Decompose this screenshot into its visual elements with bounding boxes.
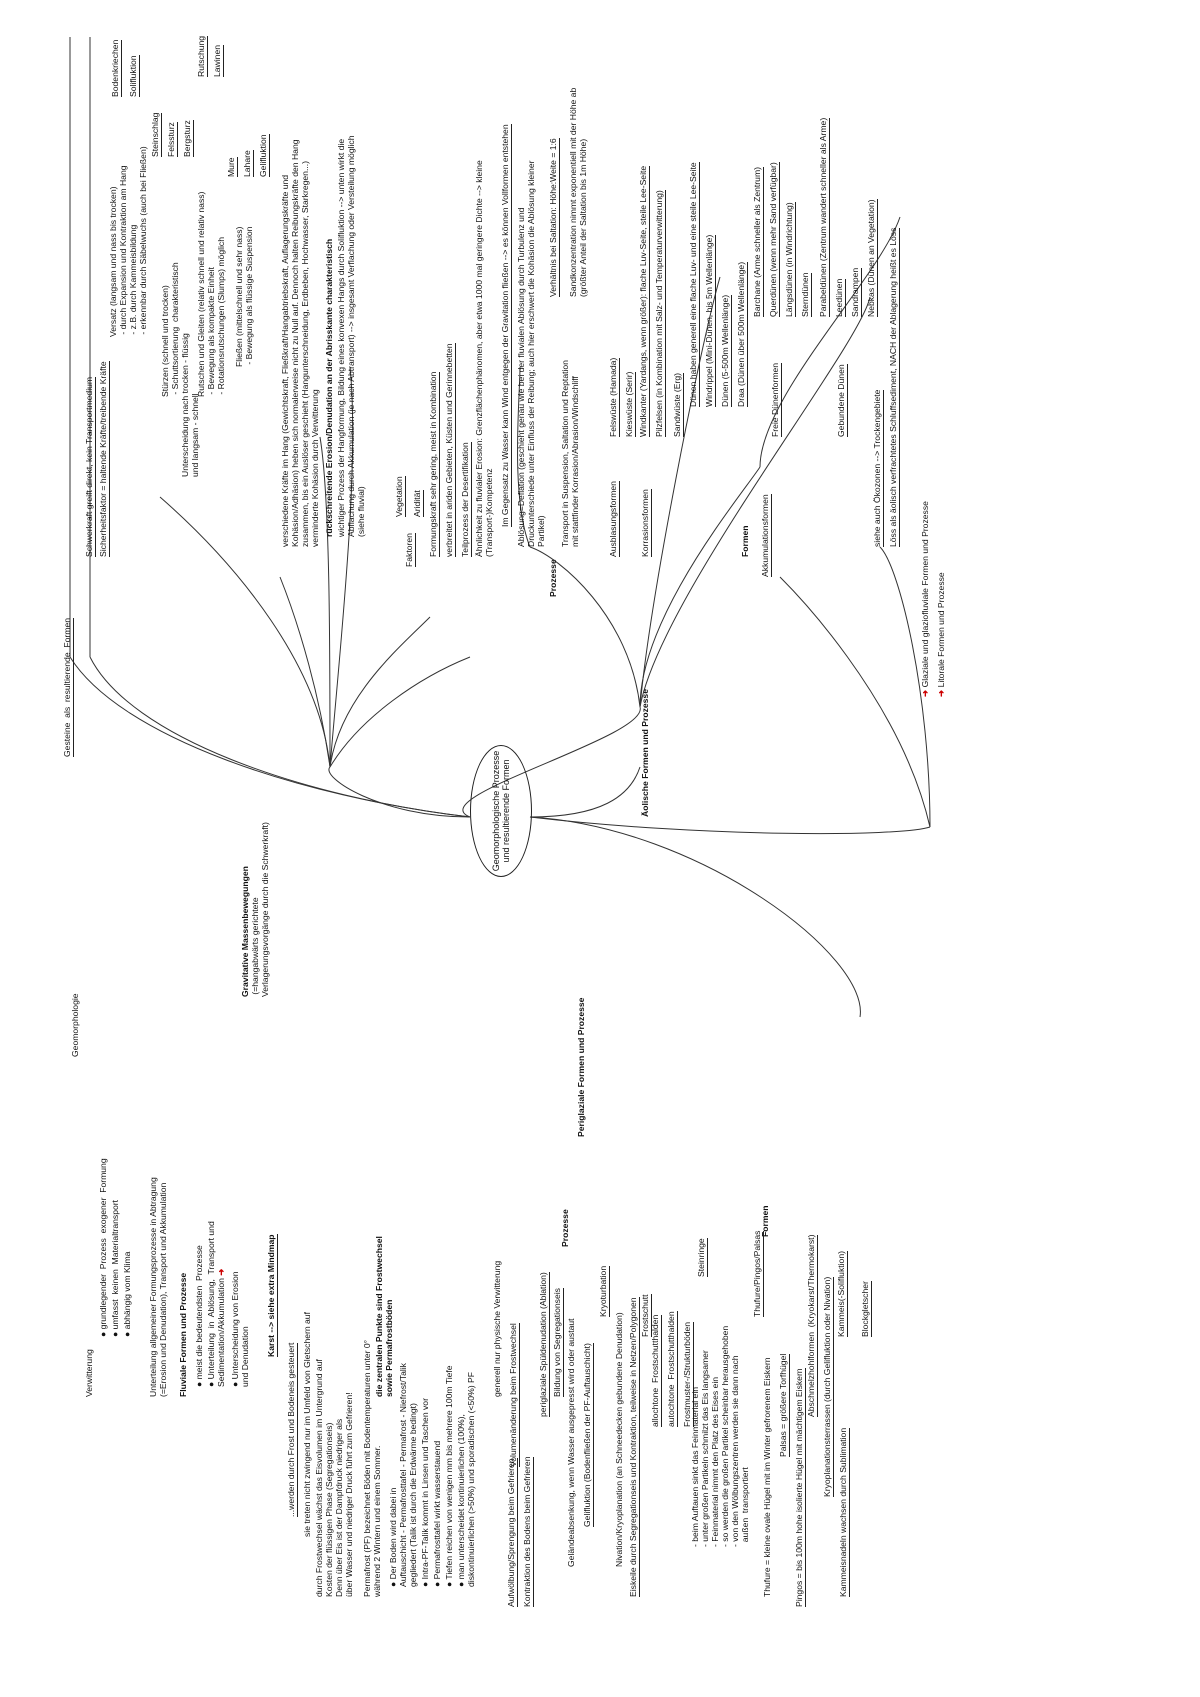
- gelifluktion-label: Gelifluktion: [258, 134, 268, 177]
- kammeis-sol-label: Kammeis(-Solifluktion): [836, 1251, 846, 1337]
- red-arrow-icon: ➜: [216, 1268, 226, 1279]
- red-arrow-icon: ➜: [920, 687, 930, 697]
- pf-item-text: Intra-PF-Talik kommt in Linsen und Taschen vor: [420, 1398, 430, 1580]
- ausblasung-label: Ausblasungsformen: [608, 481, 618, 557]
- leeduenen-label: Leedünen: [834, 278, 844, 317]
- felssturz-label: Felssturz: [166, 122, 176, 157]
- unterteilung-label: Unterteilung allgemeiner Formungsprozesse in Abtragung (=Erosion und Denudation), Transport und Akkumulation: [148, 1177, 168, 1397]
- bodenkriechen-label: Bodenkriechen: [110, 39, 120, 97]
- gravitative-title: Gravitative Massenbewegungen: [240, 866, 250, 997]
- felswueste-label: Felswüste (Hamada): [608, 357, 618, 437]
- thufure-label: Thufure = kleine ovale Hügel mit im Winter gefrorenem Eiskern: [762, 1357, 772, 1597]
- gelifl-label: Gelifluktion (Bodenfließen der PF-Auftauschicht): [582, 1343, 592, 1527]
- gesteine-label: Gesteine als resultierende Formen: [62, 618, 72, 757]
- verw-item-text: umfasst keinen Materialtransport: [110, 1199, 120, 1330]
- kraefte-label: verschiedene Kräfte im Hang (Gewichtskraft, Fließkraft/Hangabtriebskraft, Auflagerungskräfte und Kohäsion/Adhäsion) heben sich normalerweise nicht zu Null auf. Dennoch halten Reibungskräfte den Hang zusammen, bis ein Auslöser geschieht (Hangunterschneidung, Erdbeben, Hochwasser, Starkregen...) verminderte Kohäsion durch Verwitterung: [280, 139, 320, 547]
- steinringe-desc: - beim Auftauen sinkt das Feinmaterial ein - unter großen Partikeln schmilzt das Eis langsamer - Feinmaterial nimmt den Platz des Eises ein - so werden die großen Partikel scheinbar herausgehoben - von den Wölbungszentren werden sie dann nach außen transportiert: [690, 1325, 750, 1547]
- eiskeile-label: Eiskeile durch Segregationseis und Kontraktion, teilweise in Netzen/Polygonen: [628, 1297, 638, 1597]
- verbreitet-label: verbreitet in ariden Gebieten, Küsten und Gerinnebetten: [444, 343, 454, 557]
- geomorphologie-label: Geomorphologie: [70, 993, 80, 1057]
- fliessen-label: Fließen (mittelschnell und sehr nass) - Bewegung als flüssige Suspension: [234, 226, 254, 367]
- querduenen-label: Querdünen (wenn mehr Sand verfügbar): [768, 162, 778, 317]
- allochtone-label: allochtone Frostschutthalden: [650, 1314, 660, 1427]
- windkanter-label: Windkanter (Yardangs, wenn größer): flache Luv-Seite, steile Lee-Seite: [638, 165, 648, 437]
- bergsturz-label: Bergsturz: [182, 120, 192, 157]
- center-label: Geomorphologische Prozesse und resultierende Formen: [491, 750, 511, 872]
- frost-label: ...werden durch Frost und Bodeneis gesteuert: [286, 1342, 296, 1517]
- palsas-label: Palsas = größere Torfhügel: [778, 1353, 788, 1457]
- verw-item-3: ● abhängig vom Klima: [122, 1251, 132, 1337]
- sandrampen-label: Sandrampen: [850, 267, 860, 317]
- vegetation-label: Vegetation: [394, 476, 404, 517]
- mure-label: Mure: [226, 157, 236, 177]
- kryoturbation-label: Kryoturbation: [598, 1265, 608, 1317]
- verw-item-2: ● umfasst keinen Materialtransport: [110, 1199, 120, 1337]
- formung-label: Formungskraft sehr gering, meist in Kombination: [428, 371, 438, 557]
- sicherheit-label: Sicherheitsfaktor = haltende Kräfte/treibende Kräfte: [98, 361, 108, 557]
- litorale-text: Litorale Formen und Prozesse: [936, 572, 946, 688]
- pilzfelsen-label: Pilzfelsen (in Kombination mit Salz- und Temperaturverwitterung): [654, 190, 664, 437]
- kryoplan-label: Kryoplanationsterrassen (durch Gelifluktion oder Nivation): [822, 1276, 832, 1497]
- stern-label: Sterndünen: [800, 272, 810, 317]
- duenen5-label: Dünen (5-500m Wellenlänge): [720, 294, 730, 407]
- aehnlich-label: Ähnlichkeit zu fluvialer Erosion: Grenzflächenphänomen, aber etwa 1000 mal geringere Dichte --> kleine (Transport-)Kompetenz: [474, 160, 494, 557]
- lahare-label: Lahare: [242, 150, 252, 177]
- zentrale-label: die zentralen Punkte sind Frostwechsel sowie Permafrostböden: [374, 1236, 394, 1397]
- pf-item-3: ● Permafrosttafel wirkt wasserstauend: [432, 1440, 442, 1587]
- gletscher-label: sie treten nicht zwingend nur im Umfeld von Gletschern auf: [302, 1312, 312, 1537]
- sandwueste-label: Sandwüste (Erg): [672, 372, 682, 437]
- gegensatz-label: Im Gegensatz zu Wasser kann Wind entgegen der Gravitation fließen --> es können Vollformen entstehen: [500, 124, 510, 527]
- formen-label: Formen: [740, 525, 750, 557]
- pf-item-text: Tiefen reichen von wenigen mm bis mehrere 100m Tiefe: [444, 1365, 454, 1580]
- fluv-item-3: ● Unterscheidung von Erosion und Denudation: [230, 1271, 250, 1387]
- gebundene-label: Gebundene Dünen: [836, 364, 846, 437]
- gravitative-desc: (=hangabwärts gerichtete Verlagerungsvorgänge durch die Schwerkraft): [250, 822, 270, 997]
- prozesse-label: Prozesse: [548, 559, 558, 597]
- freie-label: Freie Dünenformen: [770, 362, 780, 437]
- peri-formen-label: Formen: [760, 1205, 770, 1237]
- frostmuster-label: Frostmuster-/Strukturböden: [682, 1321, 692, 1427]
- karst-label: Karst --> siehe extra Mindmap: [266, 1234, 276, 1357]
- center-node: [470, 745, 532, 877]
- gelaende-label: Geländeabsenkung, wenn Wasser ausgepresst wird oder austaut: [566, 1318, 576, 1567]
- pf-item-5: ● man unterscheidet kontinuierlichen (100%), diskontinuierlichen (>50%) und sporadischen (<50%) PF: [456, 1372, 476, 1587]
- thufure-pingos-label: Thufure/Pingos/Palsas: [752, 1230, 762, 1317]
- aufwoelbung-label: Aufwölbung/Sprengung beim Gefrieren: [506, 1458, 516, 1607]
- stuerzen-label: Stürzen (schnell und trocken) - Schuttsortierung charakteristisch: [160, 262, 180, 397]
- glazial-text: Glaziale und glaziofluviale Formen und Prozesse: [920, 501, 930, 688]
- rueck-desc: wichtiger Prozess der Hangformung, Bildung eines konvexen Hangs durch Solifluktion --> unten wirkt die Abflachung durch Akkumulation (je nach Abtransport) --> insgesamt Verflachung oder Versteilung möglich (siehe fluvial): [336, 135, 366, 537]
- faktoren-label: Faktoren: [404, 533, 414, 567]
- peri-prozesse-label: Prozesse: [560, 1209, 570, 1247]
- kammeis-label: Kammeisnadeln wachsen durch Sublimation: [838, 1427, 848, 1597]
- teilprozess-label: Teilprozess der Desertifikation: [460, 442, 470, 557]
- fluv-item-text: Unterteilung in Ablösung, Transport und Sedimentation/Akkumulation: [206, 1221, 226, 1387]
- fluv-item-text: Unterscheidung von Erosion und Denudation: [230, 1271, 250, 1387]
- abschmelz-label: Abschmelzhohlformen (Kryokarst/Thermokarst): [806, 1234, 816, 1417]
- red-arrow-icon: ➜: [936, 687, 946, 697]
- parabel-label: Parabeldünen (Zentrum wandert schneller als Arme): [818, 117, 828, 317]
- unterscheidung-label: Unterscheidung nach trocken - flüssig und langsam - schnell: [180, 333, 200, 477]
- pingos-label: Pingos = bis 100m hohe isolierte Hügel mit mächtigem Eiskern: [794, 1368, 804, 1607]
- steinringe-label: Steinringe: [696, 1238, 706, 1277]
- fluv-item-2: ● Unterteilung in Ablösung, Transport und Sedimentation/Akkumulation ➜: [206, 1221, 226, 1387]
- pf-item-4: ● Tiefen reichen von wenigen mm bis mehrere 100m Tiefe: [444, 1365, 454, 1587]
- volumen-label: Volumenänderung beim Frostwechsel: [508, 1323, 518, 1467]
- spuel-label: periglaziale Spüldenudation (Ablation): [538, 1272, 548, 1417]
- abloesung-label: Ablösung=Deflation (geschieht genau wie bei der fluvialen Ablösung durch Turbulenz und Druckunterschiede unter Einfluss der Reibung; auch hier erschwert die Kohäsion die Ablösung kleiner Partikel): [516, 160, 546, 547]
- permafrost-label: Permafrost (PF) bezeichnet Böden mit Bodentemperaturen unter 0° während 2 Wintern und einem Sommer.: [362, 1339, 382, 1597]
- kontraktion-label: Kontraktion des Bodens beim Gefrieren: [522, 1456, 532, 1607]
- pf-item-text: man unterscheidet kontinuierlichen (100%), diskontinuierlichen (>50%) und sporadischen (<50%) PF: [456, 1372, 476, 1587]
- fluv-item-text: meist die bedeutendsten Prozesse: [194, 1245, 204, 1380]
- akkumulation-label: Akkumulationsformen: [760, 494, 770, 577]
- generell-label: generell nur physische Verwitterung: [492, 1260, 502, 1397]
- loess-label: Löss als äolisch verfrachtetes Schluffsediment, NACH der Ablagerung heißt es Löss: [888, 227, 898, 547]
- oekozonen-label: siehe auch Ökozonen --> Trockengebiete: [872, 389, 882, 547]
- nebkas-label: Nebkas (Dünen an Vegetation): [866, 199, 876, 317]
- barchane-label: Barchane (Arme schneller als Zentrum): [752, 167, 762, 317]
- verwitterung-label: Verwitterung: [84, 1349, 94, 1397]
- pf-item-text: Der Boden wird dabei in Auftauschicht - Permafrosttafel - Permafrost - Niefrost/Talik gegliedert (Talik ist durch die Erdwärme bedingt): [388, 1363, 418, 1587]
- fluv-item-1: ● meist die bedeutendsten Prozesse: [194, 1245, 204, 1387]
- nivation-label: Nivation/Kryoplanation (an Schneedecken gebundene Denudation): [614, 1312, 624, 1567]
- autochtone-label: autochtone Frostschutthalden: [666, 1311, 676, 1427]
- draa-label: Draa (Dünen über 500m Wellenlänge): [736, 261, 746, 407]
- korrasion-label: Korrasionsformen: [640, 489, 650, 557]
- periglazial-title: Periglaziale Formen und Prozesse: [576, 997, 586, 1137]
- pf-item-text: Permafrosttafel wirkt wasserstauend: [432, 1440, 442, 1580]
- verw-item-1: ● grundlegender Prozess exogener Formung: [98, 1158, 108, 1337]
- verw-item-text: abhängig vom Klima: [122, 1251, 132, 1330]
- rueck-title: rückschreitende Erosion/Denudation an der Abrisskante charakteristisch: [324, 238, 334, 537]
- pf-item-2: ● Intra-PF-Talik kommt in Linsen und Taschen vor: [420, 1398, 430, 1587]
- rutschung-label: Rutschung: [196, 35, 206, 77]
- steinschlag-label: Steinschlag: [150, 112, 160, 157]
- segregation-label: Bildung von Segregationseis: [552, 1288, 562, 1397]
- verhaeltnis-label: Verhältnis bei Saltation: Höhe:Weite = 1:6: [548, 138, 558, 297]
- transport-label: Transport in Suspension, Saltation und Reptation mit stattfinder Korrasion/Abrasion/Windschliff: [560, 360, 580, 547]
- pf-item-1: ● Der Boden wird dabei in Auftauschicht - Permafrosttafel - Permafrost - Niefrost/Talik gegliedert (Talik ist durch die Erdwärme bedingt): [388, 1363, 418, 1587]
- lawinen-label: Lawinen: [212, 44, 222, 77]
- sandkonz-label: Sandkonzentration nimmt exponentiell mit der Höhe ab (größter Anteil der Saltation bis 1m Höhe): [568, 87, 588, 297]
- solifluktion-label: Solifluktion: [128, 55, 138, 97]
- blockgletscher-label: Blockgletscher: [860, 1281, 870, 1337]
- ariditaet-label: Aridität: [412, 490, 422, 517]
- aeolisch-title: Äolische Formen und Prozesse: [640, 689, 650, 817]
- rutschen-label: Rutschen und Gleiten (relativ schnell und relativ nass) - Bewegung als kompakte Einheit - Rotationsrutschungen (Slumps) möglich: [196, 191, 226, 397]
- fluviale-title: Fluviale Formen und Prozesse: [178, 1272, 188, 1397]
- windrippel-label: Windrippel (Mini-Dünen, bis 5m Wellenlänge): [704, 234, 714, 407]
- laengs-label: Längsdünen (in Windrichtung): [784, 202, 794, 317]
- schwerkraft-label: Schwerkraft greift direkt, kein Transportmedium: [84, 376, 94, 557]
- litorale-label: [936, 572, 946, 697]
- verw-item-text: grundlegender Prozess exogener Formung: [98, 1158, 108, 1330]
- glazial-label: [920, 501, 930, 697]
- frostwechsel-label: durch Frostwechsel wächst das Eisvolumen im Untergrund auf Kosten der flüssigen Phase (Segregationseis) Denn über Eis ist der Dampfdruck niedriger als über Wasser und niedriger Druck führt zum Gefrieren!: [314, 1359, 354, 1597]
- duenen-generell-label: Dünen haben generell eine flache Luv- und eine steile Lee-Seite: [688, 162, 698, 407]
- kieswueste-label: Kieswüste (Serir): [624, 371, 634, 437]
- versatz-label: Versatz (langsam und nass bis trocken) - durch Expansion und Kontraktion am Hang - z.B. durch Kammeisbildung - erkennbar durch Säbelwuchs (auch bei Fließen): [108, 146, 148, 337]
- frostschutt-label: Frostschutt: [640, 1294, 650, 1337]
